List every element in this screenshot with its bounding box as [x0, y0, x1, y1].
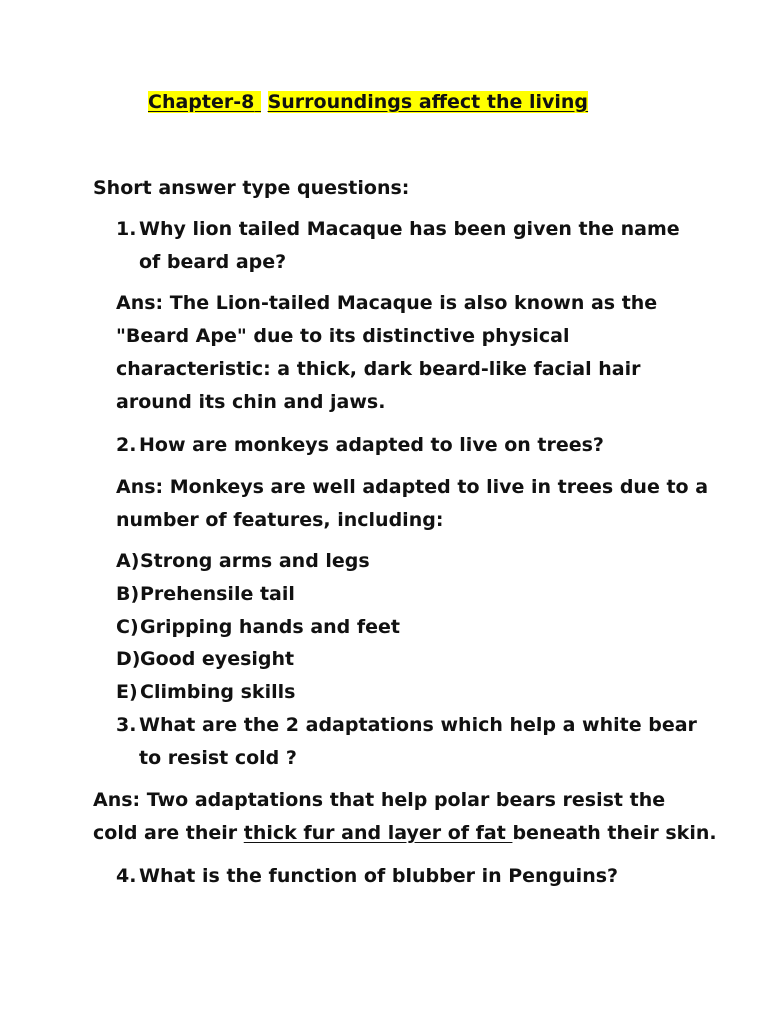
question-1-line-1: Why lion tailed Macaque has been given the name: [139, 218, 680, 240]
answer-3-underlined-phrase: thick fur and layer of fat: [243, 822, 513, 844]
answer-1-line-3: characteristic: a thick, dark beard-like facial hair: [116, 358, 641, 380]
answer-1-line-4: around its chin and jaws.: [116, 391, 386, 413]
feature-item-a: [116, 549, 370, 573]
question-2-number: 2.: [116, 434, 137, 456]
feature-letter-c: C): [116, 616, 139, 638]
feature-text-b: Prehensile tail: [140, 583, 295, 605]
question-1-number: 1.: [116, 218, 137, 240]
feature-letter-e: E): [116, 681, 138, 703]
question-1: [116, 217, 680, 241]
answer-2-line-2: number of features, including:: [116, 509, 444, 531]
chapter-number: Chapter-8: [148, 91, 255, 113]
question-2: [116, 433, 604, 457]
feature-letter-a: A): [116, 550, 140, 572]
feature-item-e: [116, 680, 295, 704]
feature-text-a: Strong arms and legs: [140, 550, 370, 572]
question-4-number: 4.: [116, 865, 137, 887]
question-4-line-1: What is the function of blubber in Penguins?: [139, 865, 619, 887]
feature-item-c: [116, 615, 400, 639]
question-3: [116, 713, 697, 737]
answer-1-line-2: "Beard Ape" due to its distinctive physical: [116, 325, 570, 347]
feature-item-d: [116, 647, 294, 671]
feature-text-d: Good eyesight: [140, 648, 295, 670]
feature-text-c: Gripping hands and feet: [140, 616, 401, 638]
answer-3-line-1: Ans: Two adaptations that help polar bears resist the: [93, 789, 666, 811]
answer-2-line-1: Ans: Monkeys are well adapted to live in trees due to a: [116, 476, 709, 498]
answer-3-text-after: beneath their skin.: [512, 822, 717, 844]
question-3-number: 3.: [116, 714, 137, 736]
feature-letter-d: D): [116, 648, 141, 670]
feature-text-e: Climbing skills: [140, 681, 296, 703]
feature-letter-b: B): [116, 583, 140, 605]
question-2-line-1: How are monkeys adapted to live on trees?: [139, 434, 604, 456]
chapter-name: Surroundings affect the living: [267, 91, 589, 113]
section-heading: Short answer type questions:: [93, 177, 410, 199]
question-1-line-2: of beard ape?: [139, 251, 287, 273]
question-4: [116, 864, 618, 888]
title-gap: [254, 91, 261, 113]
question-3-line-1: What are the 2 adaptations which help a white bear: [139, 714, 697, 736]
answer-1-line-1: Ans: The Lion-tailed Macaque is also known as the: [116, 292, 658, 314]
question-3-line-2: to resist cold ?: [139, 747, 297, 769]
answer-3-text-before: cold are their: [93, 822, 244, 844]
feature-item-b: [116, 582, 295, 606]
answer-3-line-2: [93, 821, 717, 845]
page-title: [148, 89, 588, 115]
